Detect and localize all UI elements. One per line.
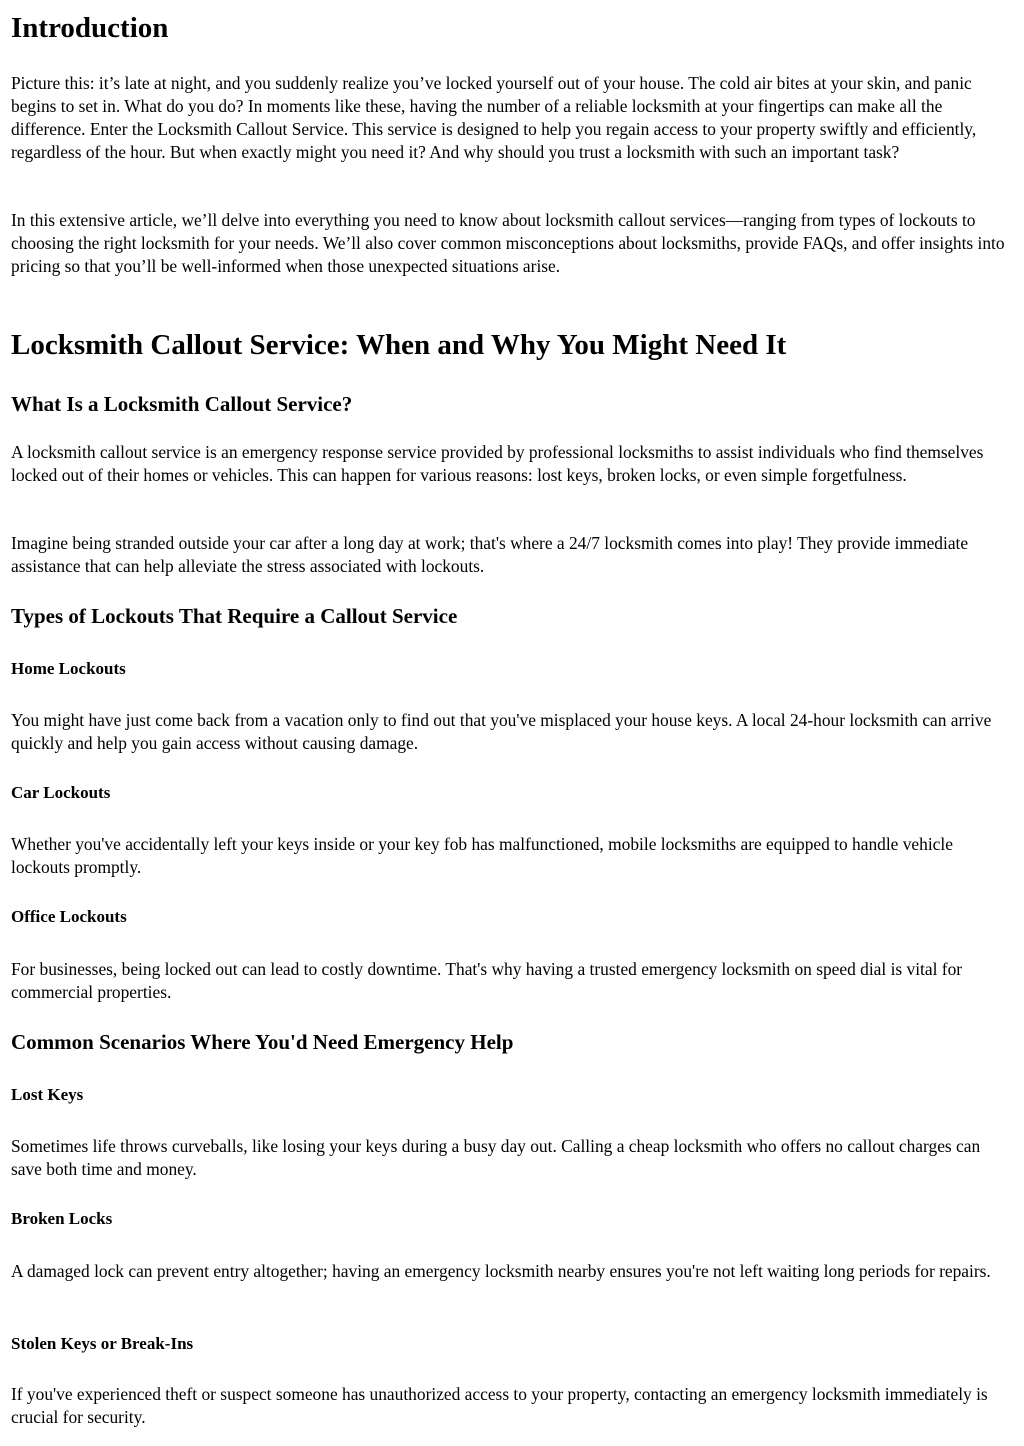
lost-keys-heading: Lost Keys bbox=[11, 1085, 84, 1104]
what-is-heading: What Is a Locksmith Callout Service? bbox=[11, 392, 353, 416]
stolen-keys-text: If you've experienced theft or suspect someone has unauthorized access to your property, contacting an emergency locksmith immediately is crucial for security. bbox=[11, 1384, 988, 1427]
stolen-keys-heading: Stolen Keys or Break-Ins bbox=[11, 1334, 194, 1353]
section-heading: Locksmith Callout Service: When and Why You Might Need It bbox=[11, 329, 787, 361]
car-lockouts-heading: Car Lockouts bbox=[11, 783, 111, 802]
home-lockouts-text: You might have just come back from a vacation only to find out that you've misplaced your house keys. A local 24-hour locksmith can arrive quickly and help you gain access without causing damage. bbox=[11, 710, 992, 753]
office-lockouts-text: For businesses, being locked out can lead to costly downtime. That's why having a trusted emergency locksmith on speed dial is vital for commercial properties. bbox=[11, 959, 963, 1002]
home-lockouts-heading: Home Lockouts bbox=[11, 659, 126, 678]
what-is-paragraph-1: A locksmith callout service is an emergency response service provided by professional locksmiths to assist individuals who find themselves locked out of their homes or vehicles. This can happen for various reasons: lost keys, broken locks, or even simple forgetfulness. bbox=[11, 442, 984, 485]
intro-paragraph-1: Picture this: it’s late at night, and you suddenly realize you’ve locked yourself out of your house. The cold air bites at your skin, and panic begins to set in. What do you do? In moments like these, having the number of a reliable locksmith at your fingertips can make all the difference. Enter the Locksmith Callout Service. This service is designed to help you regain access to your property swiftly and efficiently, regardless of the hour. But when exactly might you need it? And why should you trust a locksmith with such an important task? bbox=[11, 73, 977, 162]
intro-paragraph-2: In this extensive article, we’ll delve into everything you need to know about locksmith callout services—ranging from types of lockouts to choosing the right locksmith for your needs. We’ll also cover common misconceptions about locksmiths, provide FAQs, and offer insights into pricing so that you’ll be well-informed when those unexpected situations arise. bbox=[11, 210, 1005, 276]
broken-locks-heading: Broken Locks bbox=[11, 1209, 113, 1228]
broken-locks-text: A damaged lock can prevent entry altogether; having an emergency locksmith nearby ensures you're not left waiting long periods for repairs. bbox=[11, 1261, 991, 1281]
scenarios-heading: Common Scenarios Where You'd Need Emergency Help bbox=[11, 1030, 514, 1054]
what-is-paragraph-2: Imagine being stranded outside your car after a long day at work; that's where a 24/7 locksmith comes into play! They provide immediate assistance that can help alleviate the stress associated with lockouts. bbox=[11, 533, 969, 576]
intro-heading: Introduction bbox=[11, 12, 169, 44]
office-lockouts-heading: Office Lockouts bbox=[11, 907, 127, 926]
car-lockouts-text: Whether you've accidentally left your keys inside or your key fob has malfunctioned, mobile locksmiths are equipped to handle vehicle lockouts promptly. bbox=[11, 834, 953, 877]
lost-keys-text: Sometimes life throws curveballs, like losing your keys during a busy day out. Calling a cheap locksmith who offers no callout charges can save both time and money. bbox=[11, 1136, 981, 1179]
types-heading: Types of Lockouts That Require a Callout Service bbox=[11, 604, 458, 628]
